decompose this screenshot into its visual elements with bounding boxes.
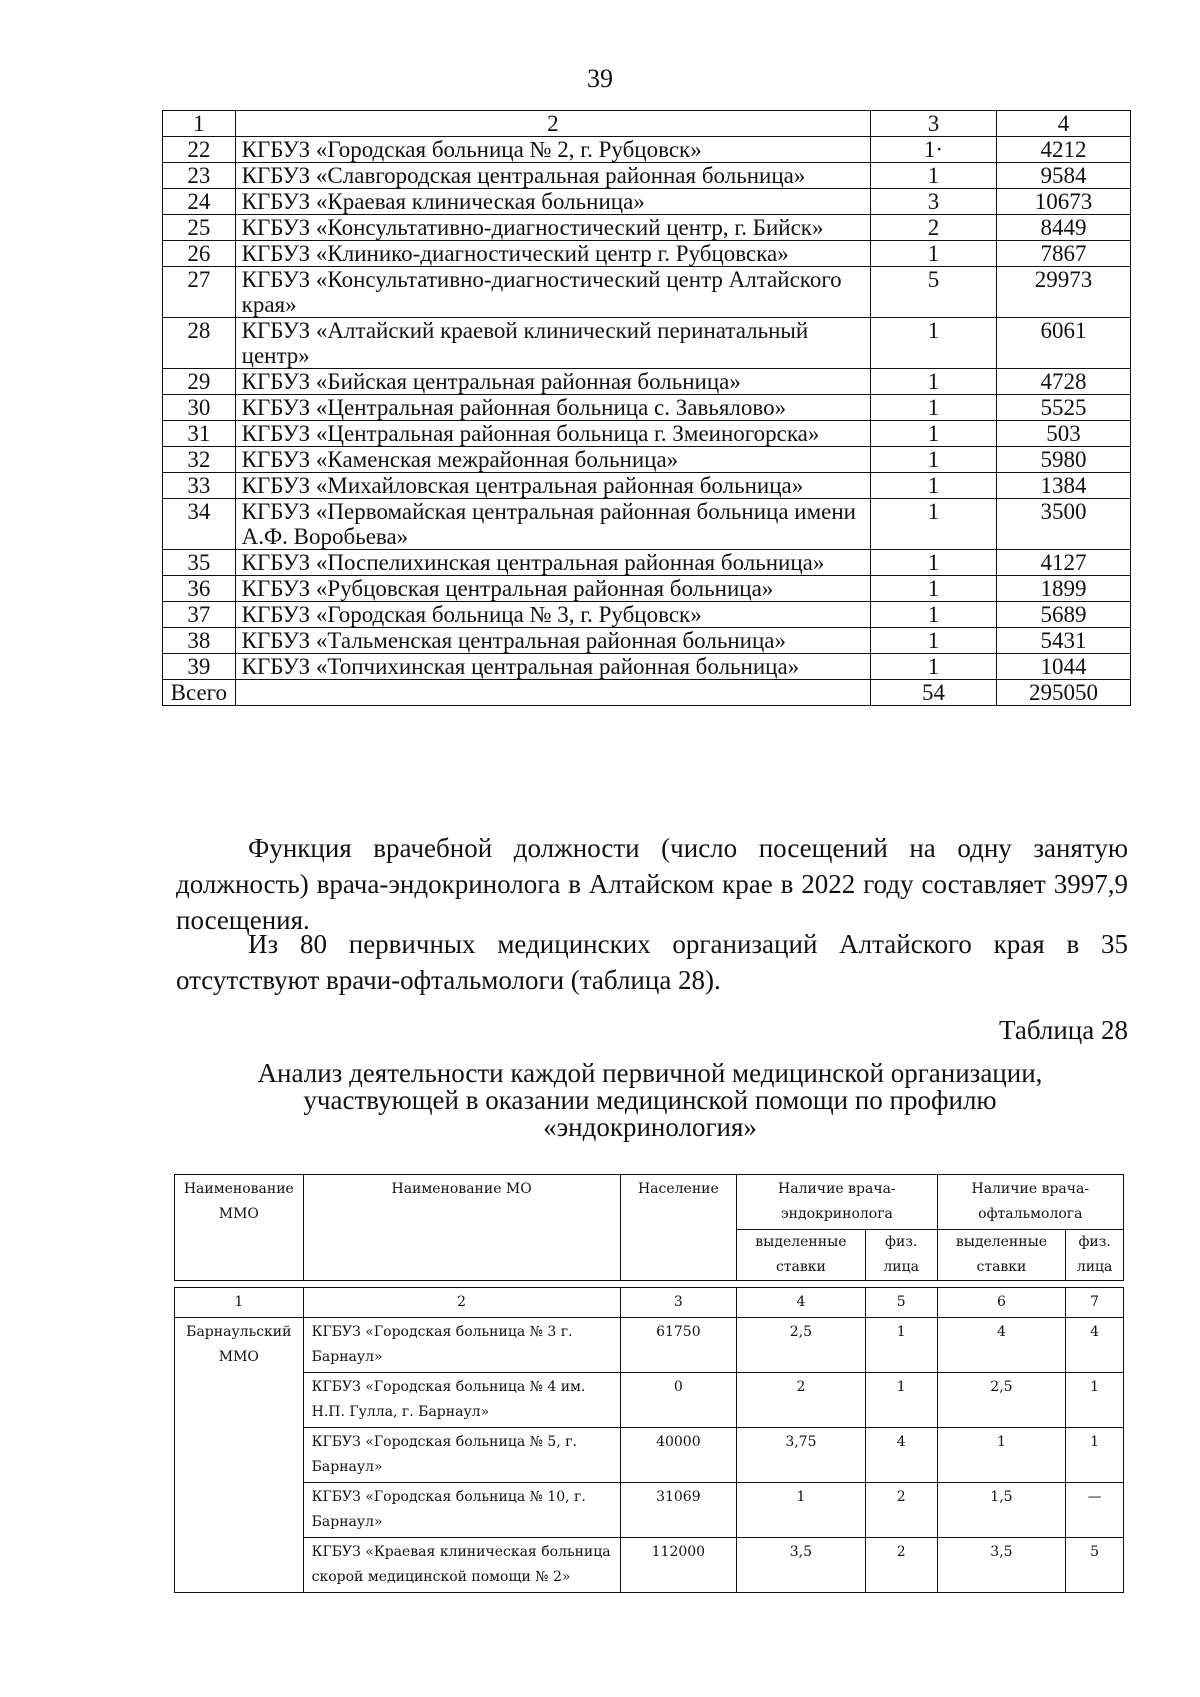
hospitals-table: [162, 110, 1131, 706]
title-line: «эндокринология»: [543, 1112, 757, 1142]
organization-name: КГБУЗ «Центральная районная больница г. Змеиногорска»: [235, 421, 870, 447]
visits-value: 10673: [996, 189, 1130, 215]
organization-name: КГБУЗ «Городская больница № 3, г. Рубцовск»: [235, 602, 870, 628]
endo-rates-value: 2,5: [737, 1318, 866, 1373]
count-value: 1: [871, 241, 997, 267]
endo-persons-value: 2: [865, 1483, 937, 1538]
organization-name: КГБУЗ «Городская больница № 2, г. Рубцовск»: [235, 137, 870, 163]
row-number: 29: [163, 369, 236, 395]
header-ophth-rates: выделенные ставки: [937, 1230, 1066, 1281]
table-row: [163, 215, 1131, 241]
visits-value: 4212: [996, 137, 1130, 163]
count-value: 1: [871, 628, 997, 654]
page-number: 39: [587, 64, 613, 93]
visits-value: 4728: [996, 369, 1130, 395]
row-number: 34: [163, 499, 236, 550]
ophth-rates-value: 1: [937, 1428, 1066, 1483]
organization-name: КГБУЗ «Первомайская центральная районная больница имени А.Ф. Воробьева»: [235, 499, 870, 550]
organization-name: КГБУЗ «Славгородская центральная районная больница»: [235, 163, 870, 189]
population-value: 61750: [620, 1318, 736, 1373]
total-name: [235, 680, 870, 706]
row-number: 36: [163, 576, 236, 602]
count-value: 1: [871, 318, 997, 369]
header-endo-persons: физ. лица: [865, 1230, 937, 1281]
header-endocrinologist: Наличие врача-эндокринолога: [737, 1175, 938, 1230]
count-value: 1: [871, 576, 997, 602]
column-number: 6: [937, 1288, 1066, 1318]
table-row: [175, 1428, 1124, 1483]
count-value: 1: [871, 654, 997, 680]
table-row: [163, 318, 1131, 369]
table-header-row: [175, 1175, 1124, 1230]
visits-value: 1384: [996, 473, 1130, 499]
organization-name: КГБУЗ «Тальменская центральная районная больница»: [235, 628, 870, 654]
table-row: [175, 1318, 1124, 1373]
mmo-name: Барнаульский ММО: [175, 1318, 304, 1593]
row-number: 35: [163, 550, 236, 576]
mo-name: КГБУЗ «Городская больница № 10, г. Барнаул»: [303, 1483, 620, 1538]
visits-value: 6061: [996, 318, 1130, 369]
column-header: 3: [871, 111, 997, 137]
visits-value: 5431: [996, 628, 1130, 654]
organization-name: КГБУЗ «Алтайский краевой клинический перинатальный центр»: [235, 318, 870, 369]
organization-name: КГБУЗ «Поспелихинская центральная районная больница»: [235, 550, 870, 576]
column-number: 1: [175, 1288, 304, 1318]
header-mo: Наименование МО: [303, 1175, 620, 1281]
ophth-rates-value: 2,5: [937, 1373, 1066, 1428]
paragraph-ophthalmologists: [176, 926, 1128, 998]
endo-rates-value: 3,5: [737, 1538, 866, 1593]
table-title: [200, 1060, 1100, 1141]
visits-value: 5980: [996, 447, 1130, 473]
count-value: 1: [871, 499, 997, 550]
table-row: [163, 550, 1131, 576]
table-row: [163, 241, 1131, 267]
header-endo-rates: выделенные ставки: [737, 1230, 866, 1281]
organization-name: КГБУЗ «Клинико-диагностический центр г. Рубцовска»: [235, 241, 870, 267]
column-header: 1: [163, 111, 236, 137]
visits-value: 29973: [996, 267, 1130, 318]
column-number: 3: [620, 1288, 736, 1318]
visits-value: 1044: [996, 654, 1130, 680]
count-value: 3: [871, 189, 997, 215]
paragraph-text: Функция врачебной должности (число посещений на одну занятую должность) врача-эндокринолога в Алтайском крае в 2022 году составляет 3997,9 посещения.: [176, 833, 1128, 935]
row-number: 25: [163, 215, 236, 241]
visits-value: 8449: [996, 215, 1130, 241]
organization-name: КГБУЗ «Центральная районная больница с. Завьялово»: [235, 395, 870, 421]
count-value: 1: [871, 395, 997, 421]
mo-name: КГБУЗ «Краевая клиническая больница скорой медицинской помощи № 2»: [303, 1538, 620, 1593]
spacer-row: [175, 1281, 1124, 1288]
row-number: 31: [163, 421, 236, 447]
count-value: 1: [871, 550, 997, 576]
table-header-row: [163, 111, 1131, 137]
table-row: [163, 602, 1131, 628]
population-value: 112000: [620, 1538, 736, 1593]
column-header: 2: [235, 111, 870, 137]
total-count: 54: [871, 680, 997, 706]
visits-value: 5525: [996, 395, 1130, 421]
count-value: 1: [871, 163, 997, 189]
row-number: 28: [163, 318, 236, 369]
organization-name: КГБУЗ «Краевая клиническая больница»: [235, 189, 870, 215]
ophth-persons-value: —: [1066, 1483, 1124, 1538]
mo-name: КГБУЗ «Городская больница № 4 им. Н.П. Гулла, г. Барнаул»: [303, 1373, 620, 1428]
organization-name: КГБУЗ «Рубцовская центральная районная больница»: [235, 576, 870, 602]
row-number: 30: [163, 395, 236, 421]
table-row: [163, 163, 1131, 189]
table-row: [163, 499, 1131, 550]
endo-rates-value: 3,75: [737, 1428, 866, 1483]
title-line: Анализ деятельности каждой первичной медицинской организации,: [257, 1058, 1043, 1088]
table-row: [163, 189, 1131, 215]
total-row: [163, 680, 1131, 706]
endo-persons-value: 4: [865, 1428, 937, 1483]
mo-name: КГБУЗ «Городская больница № 3 г. Барнаул»: [303, 1318, 620, 1373]
header-mmo: Наименование ММО: [175, 1175, 304, 1281]
row-number: 22: [163, 137, 236, 163]
row-number: 37: [163, 602, 236, 628]
row-number: 32: [163, 447, 236, 473]
visits-value: 5689: [996, 602, 1130, 628]
title-line: участвующей в оказании медицинской помощи по профилю: [303, 1085, 997, 1115]
table-label: Таблица 28: [999, 1015, 1128, 1045]
table-row: [175, 1538, 1124, 1593]
column-number: 5: [865, 1288, 937, 1318]
visits-value: 1899: [996, 576, 1130, 602]
header-ophth-persons: физ. лица: [1066, 1230, 1124, 1281]
visits-value: 7867: [996, 241, 1130, 267]
paragraph-text: Из 80 первичных медицинских организаций Алтайского края в 35 отсутствуют врачи-офтальмологи (таблица 28).: [176, 929, 1128, 995]
visits-value: 3500: [996, 499, 1130, 550]
table-row: [163, 576, 1131, 602]
header-ophthalmologist: Наличие врача-офтальмолога: [937, 1175, 1123, 1230]
ophth-rates-value: 1,5: [937, 1483, 1066, 1538]
ophth-persons-value: 1: [1066, 1373, 1124, 1428]
count-value: 1: [871, 369, 997, 395]
row-number: 27: [163, 267, 236, 318]
visits-value: 4127: [996, 550, 1130, 576]
ophth-persons-value: 4: [1066, 1318, 1124, 1373]
column-header: 4: [996, 111, 1130, 137]
paragraph-visit-function: [176, 830, 1128, 938]
count-value: 1: [871, 602, 997, 628]
ophth-rates-value: 4: [937, 1318, 1066, 1373]
population-value: 31069: [620, 1483, 736, 1538]
population-value: 40000: [620, 1428, 736, 1483]
column-numbers-row: [175, 1288, 1124, 1318]
organization-name: КГБУЗ «Михайловская центральная районная больница»: [235, 473, 870, 499]
table-row: [163, 267, 1131, 318]
organization-name: КГБУЗ «Консультативно-диагностический центр, г. Бийск»: [235, 215, 870, 241]
organization-name: КГБУЗ «Консультативно-диагностический центр Алтайского края»: [235, 267, 870, 318]
mo-name: КГБУЗ «Городская больница № 5, г. Барнаул»: [303, 1428, 620, 1483]
organization-name: КГБУЗ «Топчихинская центральная районная больница»: [235, 654, 870, 680]
endo-persons-value: 2: [865, 1538, 937, 1593]
table-row: [163, 654, 1131, 680]
table-row: [163, 628, 1131, 654]
table-row: [163, 473, 1131, 499]
row-number: 38: [163, 628, 236, 654]
table-row: [163, 137, 1131, 163]
organization-name: КГБУЗ «Бийская центральная районная больница»: [235, 369, 870, 395]
row-number: 24: [163, 189, 236, 215]
population-value: 0: [620, 1373, 736, 1428]
visits-value: 503: [996, 421, 1130, 447]
count-value: 1: [871, 473, 997, 499]
header-population: Население: [620, 1175, 736, 1281]
table-row: [163, 447, 1131, 473]
count-value: 1: [871, 447, 997, 473]
count-value: 5: [871, 267, 997, 318]
count-value: 1·: [871, 137, 997, 163]
table-row: [163, 395, 1131, 421]
ophth-persons-value: 5: [1066, 1538, 1124, 1593]
organization-name: КГБУЗ «Каменская межрайонная больница»: [235, 447, 870, 473]
endo-persons-value: 1: [865, 1373, 937, 1428]
count-value: 1: [871, 421, 997, 447]
visits-value: 9584: [996, 163, 1130, 189]
row-number: 23: [163, 163, 236, 189]
row-number: 33: [163, 473, 236, 499]
column-number: 2: [303, 1288, 620, 1318]
endo-rates-value: 2: [737, 1373, 866, 1428]
total-visits: 295050: [996, 680, 1130, 706]
table-row: [175, 1483, 1124, 1538]
table-row: [163, 369, 1131, 395]
table-row: [163, 421, 1131, 447]
ophth-persons-value: 1: [1066, 1428, 1124, 1483]
ophth-rates-value: 3,5: [937, 1538, 1066, 1593]
table-row: [175, 1373, 1124, 1428]
endo-rates-value: 1: [737, 1483, 866, 1538]
endo-persons-value: 1: [865, 1318, 937, 1373]
row-number: 26: [163, 241, 236, 267]
count-value: 2: [871, 215, 997, 241]
column-number: 4: [737, 1288, 866, 1318]
endocrinology-analysis-table: [174, 1174, 1124, 1593]
total-label: Всего: [163, 680, 236, 706]
row-number: 39: [163, 654, 236, 680]
spacer: [175, 1281, 1124, 1288]
column-number: 7: [1066, 1288, 1124, 1318]
